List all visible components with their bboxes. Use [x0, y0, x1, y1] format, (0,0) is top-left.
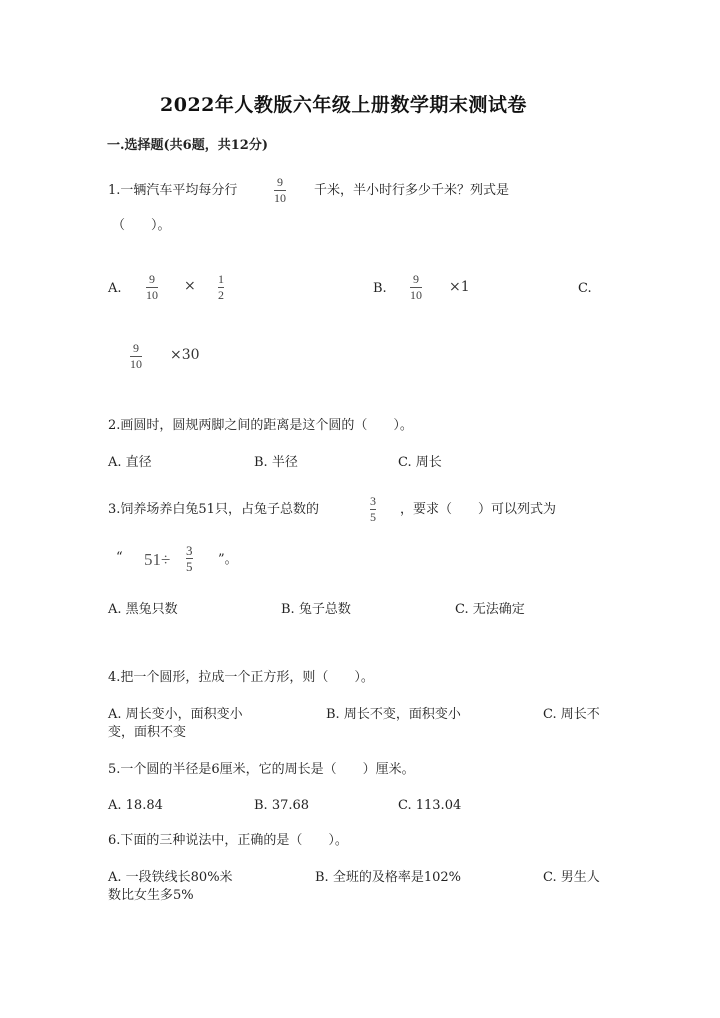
q1-option-a-operator: × [184, 278, 196, 294]
q1-option-c-label: C. [578, 281, 592, 296]
q3-quote-close: ”。 [218, 552, 238, 567]
q1-fraction-denominator: 10 [274, 191, 286, 205]
q3-option-b: B. 兔子总数 [281, 602, 351, 617]
q6-option-c: C. 男生人 [543, 870, 600, 885]
q3-text-part1: 3.饲养场养白兔51只，占兔子总数的 [108, 502, 319, 517]
q1-option-b-f-num: 9 [413, 272, 419, 286]
page-title: 2022年人教版六年级上册数学期末测试卷 [160, 94, 527, 116]
q1-option-c-fraction [130, 342, 142, 371]
q5-option-b: B. 37.68 [254, 798, 310, 813]
q3-option-a: A. 黑兔只数 [108, 602, 178, 617]
q4-option-c: C. 周长不 [543, 707, 600, 722]
q2-text: 2.画圆时，圆规两脚之间的距离是这个圆的（ ）。 [108, 418, 413, 433]
q6-text: 6.下面的三种说法中，正确的是（ ）。 [108, 833, 348, 848]
q1-fraction-numerator: 9 [277, 175, 283, 189]
q3-expression: 51÷ [144, 550, 171, 569]
q2-option-c: C. 周长 [398, 455, 442, 470]
q3-text-part2: ，要求（ ）可以列式为 [400, 502, 557, 517]
q3-option-c: C. 无法确定 [455, 602, 525, 617]
q5-text: 5.一个圆的半径是6厘米，它的周长是（ ）厘米。 [108, 762, 415, 777]
q1-option-b-f-den: 10 [410, 288, 422, 302]
q3-fraction-denominator: 5 [370, 510, 376, 524]
q1-option-c-f-num: 9 [133, 341, 139, 355]
q1-option-a-fraction2 [218, 273, 224, 302]
q4-option-c-continued: 变，面积不变 [108, 725, 187, 740]
q1-option-a-f1-num: 9 [149, 272, 155, 286]
q1-option-a-f1-den: 10 [146, 288, 158, 302]
q3-expression-fraction-den: 5 [186, 559, 193, 574]
q6-option-c-continued: 数比女生多5% [108, 888, 194, 903]
q3-quote-open: “ [116, 550, 123, 565]
q1-option-a-fraction1 [146, 273, 158, 302]
q1-option-c-f-den: 10 [130, 357, 142, 371]
q4-option-a: A. 周长变小，面积变小 [108, 707, 243, 722]
q2-option-a: A. 直径 [108, 455, 152, 470]
q5-option-a: A. 18.84 [108, 798, 163, 813]
q1-option-b-tail: ×1 [449, 279, 470, 295]
q6-option-b: B. 全班的及格率是102% [315, 870, 461, 885]
q1-text-part1: 1.一辆汽车平均每分行 [108, 183, 238, 198]
q3-expression-fraction [186, 544, 193, 573]
q1-option-b-label: B. [373, 281, 387, 296]
q1-option-a-f2-num: 1 [218, 272, 224, 286]
q1-text-line2: （ ）。 [112, 218, 171, 233]
q4-text: 4.把一个圆形，拉成一个正方形，则（ ）。 [108, 670, 374, 685]
q1-option-b-fraction [410, 273, 422, 302]
q1-option-c-tail: ×30 [170, 347, 200, 363]
q1-option-a-label: A. [108, 281, 122, 296]
q3-expression-fraction-num: 3 [186, 543, 193, 558]
q2-option-b: B. 半径 [254, 455, 298, 470]
q4-option-b: B. 周长不变，面积变小 [326, 707, 461, 722]
q1-text-part2: 千米，半小时行多少千米？列式是 [314, 183, 510, 198]
section-heading: 一.选择题(共6题，共12分) [107, 138, 268, 153]
q1-fraction [274, 176, 286, 205]
q3-fraction [370, 495, 376, 524]
q6-option-a: A. 一段铁线长80%米 [108, 870, 233, 885]
q5-option-c: C. 113.04 [398, 798, 462, 813]
q1-option-a-f2-den: 2 [218, 288, 224, 302]
q3-fraction-numerator: 3 [370, 494, 376, 508]
